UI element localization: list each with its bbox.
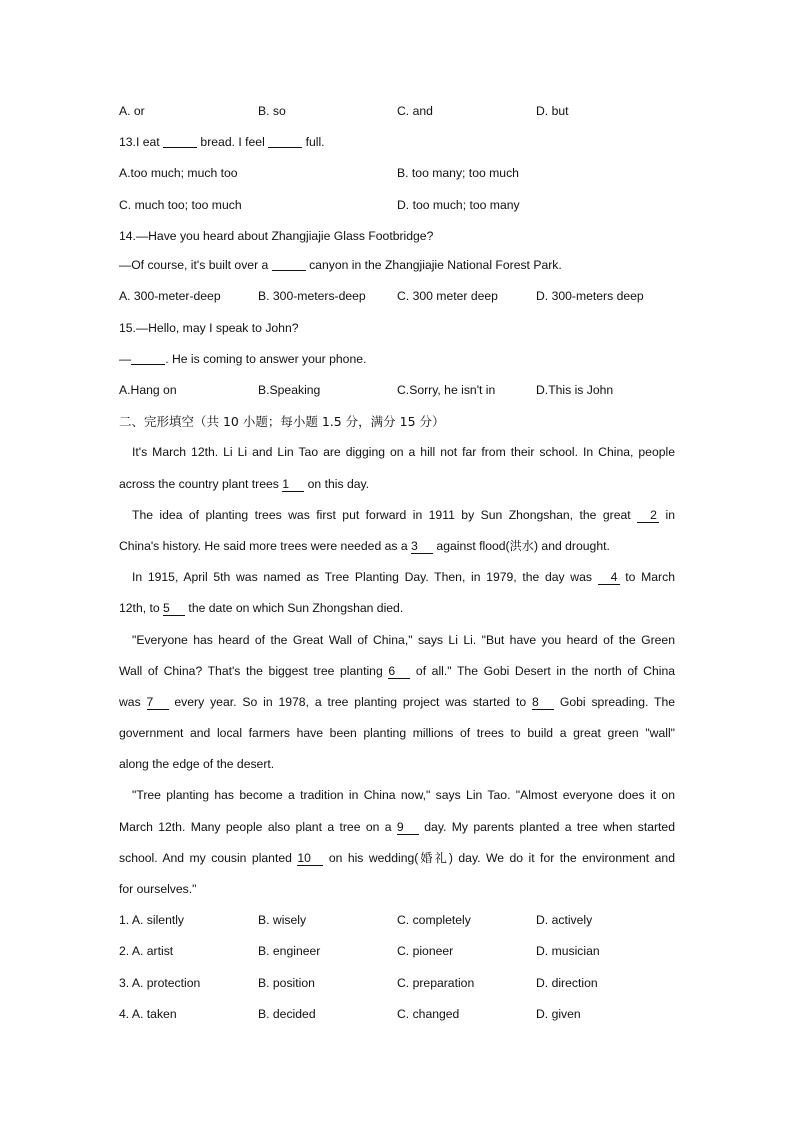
- option-c: C. 300 meter deep: [397, 289, 498, 304]
- option-a: 4. A. taken: [119, 1006, 177, 1021]
- option-a: 3. A. protection: [119, 975, 201, 990]
- option-c: C. and: [397, 104, 433, 118]
- passage-line: 12th, to 5 the date on which Sun Zhongshan died.: [119, 601, 404, 616]
- option-b: B. position: [258, 975, 315, 990]
- passage-line: was 7 every year. So in 1978, a tree planting project was started to 8 Gobi spreading. The: [119, 694, 675, 709]
- blank-number: 1: [282, 477, 304, 492]
- option-a: A. 300-meter-deep: [119, 289, 221, 304]
- option-c: C. pioneer: [397, 944, 454, 959]
- passage-line: China's history. He said more trees were needed as a 3 against flood(洪水) and drought.: [119, 538, 610, 553]
- answer-blank: [272, 257, 306, 271]
- option-b: B. wisely: [258, 913, 307, 928]
- passage-line: In 1915, April 5th was named as Tree Planting Day. Then, in 1979, the day was 4 to March: [132, 570, 675, 585]
- option-a: A.too much; much too: [119, 166, 238, 181]
- option-a: 1. A. silently: [119, 913, 185, 928]
- option-d: D.This is John: [536, 383, 614, 397]
- blank-number: 3: [411, 539, 433, 554]
- passage-line: school. And my cousin planted 10 on his wedding(婚礼) day. We do it for the environment and: [119, 850, 675, 865]
- passage-line: across the country plant trees 1 on this day.: [119, 476, 370, 491]
- passage-line: It's March 12th. Li Li and Lin Tao are digging on a hill not far from their school. In China, people: [132, 445, 675, 460]
- option-c: C.Sorry, he isn't in: [397, 383, 496, 397]
- q12-options: [119, 100, 675, 131]
- passage-line: government and local farmers have been planting millions of trees to build a great green "wall": [119, 726, 675, 741]
- option-d: D. musician: [536, 944, 600, 959]
- q15-options: [119, 379, 675, 410]
- option-b: B. engineer: [258, 944, 321, 959]
- option-a: A.Hang on: [119, 383, 177, 397]
- cloze-options-4: [119, 1003, 675, 1034]
- q13-options-row2: [119, 194, 675, 225]
- blank-number: 8: [532, 695, 554, 710]
- q14-question: 14.—Have you heard about Zhangjiajie Glass Footbridge?: [119, 228, 434, 243]
- option-b: B. 300-meters-deep: [258, 289, 366, 304]
- cloze-options-2: [119, 940, 675, 971]
- blank-number: 4: [598, 570, 620, 585]
- option-c: C. completely: [397, 913, 471, 928]
- blank-number: 6: [388, 664, 410, 679]
- option-a: 2. A. artist: [119, 944, 174, 959]
- option-b: B. decided: [258, 1006, 316, 1021]
- option-d: D. given: [536, 1006, 581, 1021]
- answer-blank: [131, 351, 165, 365]
- option-d: D. too much; too many: [397, 197, 520, 212]
- section-heading: 二、完形填空（共 10 小题；每小题 1.5 分，满分 15 分）: [119, 414, 445, 430]
- option-d: D. actively: [536, 913, 593, 928]
- option-b: B.Speaking: [258, 383, 321, 397]
- option-c: C. much too; too much: [119, 197, 242, 212]
- passage-line: for ourselves.": [119, 882, 197, 896]
- passage-line: "Everyone has heard of the Great Wall of China," says Li Li. "But have you heard of the Green: [132, 632, 675, 647]
- answer-blank: [268, 134, 302, 148]
- passage-line: The idea of planting trees was first put forward in 1911 by Sun Zhongshan, the great 2 in: [132, 507, 675, 522]
- q13-options-row1: [119, 162, 675, 193]
- cloze-options-3: [119, 972, 675, 1003]
- q15-answer: — . He is coming to answer your phone.: [119, 351, 367, 366]
- cloze-options-1: [119, 909, 675, 940]
- option-c: C. changed: [397, 1006, 460, 1021]
- blank-number: 10: [297, 851, 323, 866]
- option-b: B. so: [258, 104, 286, 118]
- blank-number: 9: [397, 820, 419, 835]
- blank-number: 5: [163, 601, 185, 616]
- option-d: D. 300-meters deep: [536, 289, 644, 304]
- option-d: D. but: [536, 104, 569, 118]
- q13-question: 13.I eat bread. I feel full.: [119, 135, 325, 150]
- q14-answer: —Of course, it's built over a canyon in the Zhangjiajie National Forest Park.: [119, 258, 562, 273]
- passage-line: along the edge of the desert.: [119, 757, 275, 772]
- answer-blank: [163, 134, 197, 148]
- passage-line: Wall of China? That's the biggest tree planting 6 of all." The Gobi Desert in the north of China: [119, 663, 675, 678]
- exam-page: [119, 100, 675, 1034]
- option-d: D. direction: [536, 975, 598, 990]
- option-b: B. too many; too much: [397, 166, 519, 181]
- q15-question: 15.—Hello, may I speak to John?: [119, 320, 299, 335]
- blank-number: 7: [147, 695, 169, 710]
- q14-options: [119, 285, 675, 316]
- passage-line: March 12th. Many people also plant a tree on a 9 day. My parents planted a tree when started: [119, 819, 675, 834]
- option-a: A. or: [119, 104, 145, 118]
- blank-number: 2: [637, 508, 659, 523]
- passage-line: "Tree planting has become a tradition in China now," says Lin Tao. "Almost everyone does it on: [132, 788, 675, 803]
- option-c: C. preparation: [397, 975, 475, 990]
